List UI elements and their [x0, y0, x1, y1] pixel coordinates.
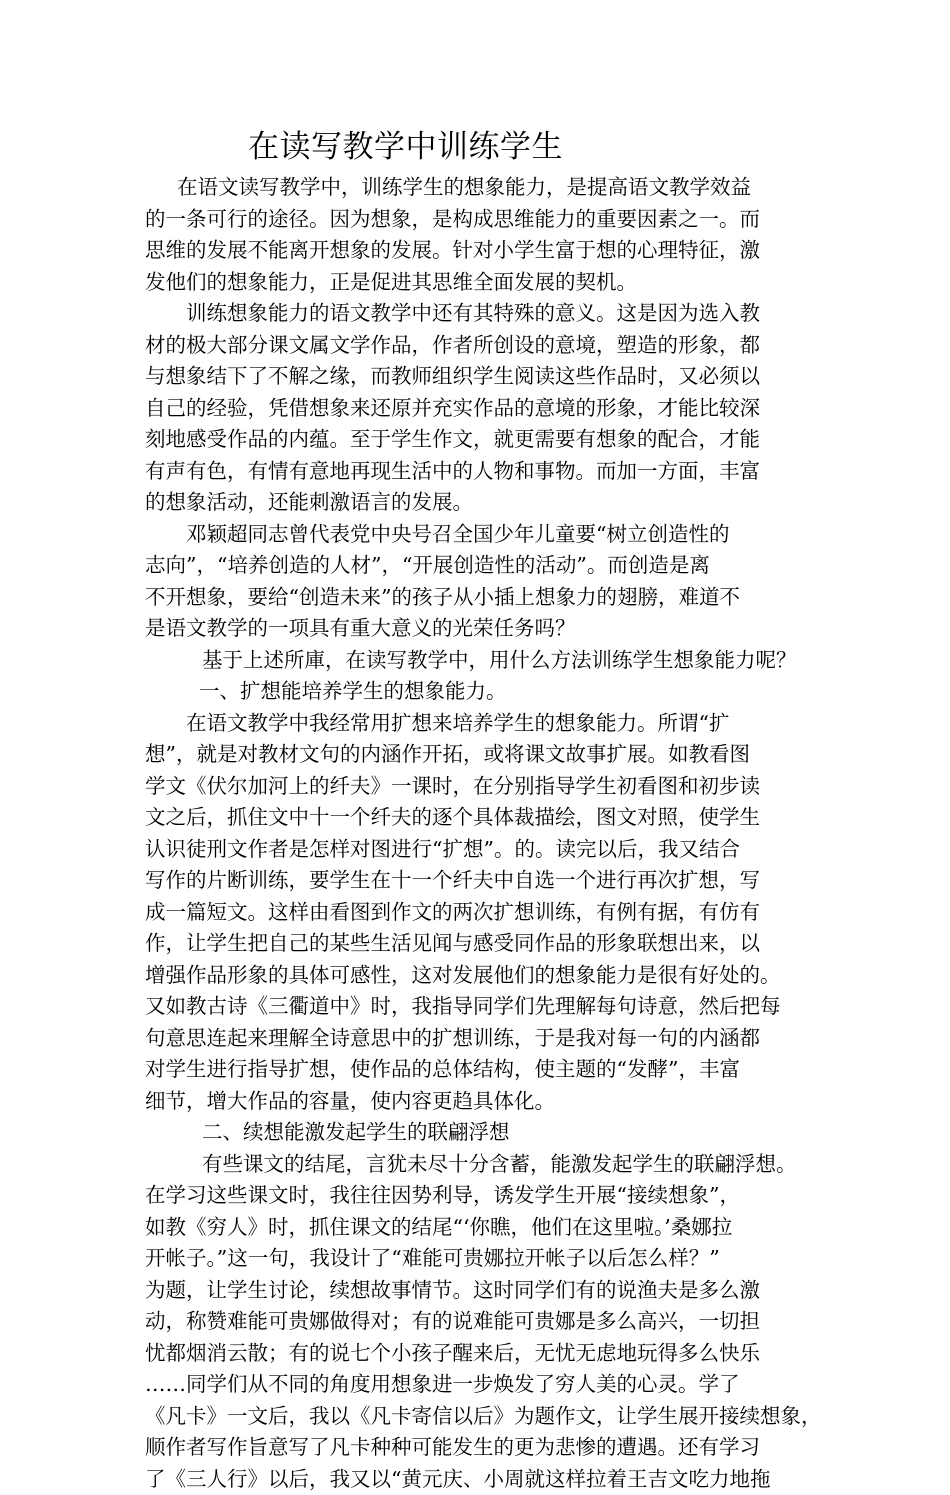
paragraph-line: 了《三人行》以后，我又以“黄元庆、小周就这样拉着王吉文吃力地拖 [145, 1464, 835, 1495]
paragraph-line: 细节，增大作品的容量，使内容更趋具体化。 [145, 1086, 835, 1118]
paragraph-line: 在学习这些课文时，我往往因势利导，诱发学生开展“接续想象”， [145, 1180, 835, 1212]
paragraph-line: 刻地感受作品的内蕴。至于学生作文，就更需要有想象的配合，才能 [145, 424, 835, 456]
paragraph-line: 为题，让学生讨论，续想故事情节。这时同学们有的说渔夫是多么激 [145, 1275, 835, 1307]
paragraph-line: 的想象活动，还能刺激语言的发展。 [145, 487, 835, 519]
paragraph-line: 动，称赞难能可贵娜做得对；有的说难能可贵娜是多么高兴，一切担 [145, 1306, 835, 1338]
paragraph-line: 有声有色，有情有意地再现生活中的人物和事物。而加一方面，丰富 [145, 456, 835, 488]
paragraph-line: 训练想象能力的语文教学中还有其特殊的意义。这是因为选入教 [145, 298, 835, 330]
paragraph-line: 开帐子。”这一句，我设计了“难能可贵娜拉开帐子以后怎么样？” [145, 1243, 835, 1275]
paragraph-line: 增强作品形象的具体可感性，这对发展他们的想象能力是很有好处的。 [145, 960, 835, 992]
paragraph-line: 是语文教学的一项具有重大意义的光荣任务吗？ [145, 613, 835, 645]
paragraph-line: 学文《伏尔加河上的纤夫》一课时，在分别指导学生初看图和初步读 [145, 771, 835, 803]
paragraph-line: 一、扩想能培养学生的想象能力。 [145, 676, 835, 708]
paragraph-line: 材的极大部分课文属文学作品，作者所创设的意境，塑造的形象，都 [145, 330, 835, 362]
paragraph-line: 的一条可行的途径。因为想象，是构成思维能力的重要因素之一。而 [145, 204, 835, 236]
paragraph-line: 句意思连起来理解全诗意思中的扩想训练，于是我对每一句的内涵都 [145, 1023, 835, 1055]
paragraph-line: 《凡卡》一文后，我以《凡卡寄信以后》为题作文，让学生展开接续想象， [145, 1401, 835, 1433]
paragraph-line: 邓颖超同志曾代表党中央号召全国少年儿童要“树立创造性的 [145, 519, 835, 551]
paragraph-line: ……同学们从不同的角度用想象进一步焕发了穷人美的心灵。学了 [145, 1369, 835, 1401]
paragraph-line: 如教《穷人》时，抓住课文的结尾“‘你瞧，他们在这里啦。’桑娜拉 [145, 1212, 835, 1244]
document-body [145, 172, 835, 1495]
paragraph-line: 成一篇短文。这样由看图到作文的两次扩想训练，有例有据，有仿有 [145, 897, 835, 929]
document-title: 在读写教学中训练学生 [248, 124, 748, 170]
paragraph-line: 作，让学生把自己的某些生活见闻与感受同作品的形象联想出来，以 [145, 928, 835, 960]
paragraph-line: 基于上述所庫，在读写教学中，用什么方法训练学生想象能力呢？ [145, 645, 835, 677]
paragraph-line: 忧都烟消云散；有的说七个小孩子醒来后，无忧无虑地玩得多么快乐 [145, 1338, 835, 1370]
paragraph-line: 不开想象，要给“创造未来”的孩子从小插上想象力的翅膀，难道不 [145, 582, 835, 614]
paragraph-line: 对学生进行指导扩想，使作品的总体结构，使主题的“发酵”，丰富 [145, 1054, 835, 1086]
paragraph-line: 想”，就是对教材文句的内涵作开拓，或将课文故事扩展。如教看图 [145, 739, 835, 771]
paragraph-line: 自己的经验，凭借想象来还原并充实作品的意境的形象，才能比较深 [145, 393, 835, 425]
paragraph-line: 与想象结下了不解之缘，而教师组织学生阅读这些作品时，又必须以 [145, 361, 835, 393]
paragraph-line: 在语文教学中我经常用扩想来培养学生的想象能力。所谓“扩 [145, 708, 835, 740]
paragraph-line: 写作的片断训练，要学生在十一个纤夫中自选一个进行再次扩想，写 [145, 865, 835, 897]
paragraph-line: 发他们的想象能力，正是促进其思维全面发展的契机。 [145, 267, 835, 299]
paragraph-line: 顺作者写作旨意写了凡卡种种可能发生的更为悲惨的遭遇。还有学习 [145, 1432, 835, 1464]
paragraph-line: 在语文读写教学中，训练学生的想象能力，是提高语文教学效益 [145, 172, 835, 204]
paragraph-line: 二、续想能激发起学生的联翩浮想 [145, 1117, 835, 1149]
paragraph-line: 又如教古诗《三衢道中》时，我指导同学们先理解每句诗意，然后把每 [145, 991, 835, 1023]
paragraph-line: 有些课文的结尾，言犹未尽十分含蓄，能激发起学生的联翩浮想。 [145, 1149, 835, 1181]
paragraph-line: 认识徒刑文作者是怎样对图进行“扩想”。的。读完以后，我又结合 [145, 834, 835, 866]
paragraph-line: 思维的发展不能离开想象的发展。针对小学生富于想的心理特征，激 [145, 235, 835, 267]
paragraph-line: 志向”，“培养创造的人材”，“开展创造性的活动”。而创造是离 [145, 550, 835, 582]
paragraph-line: 文之后，抓住文中十一个纤夫的逐个具体裁描绘，图文对照，使学生 [145, 802, 835, 834]
